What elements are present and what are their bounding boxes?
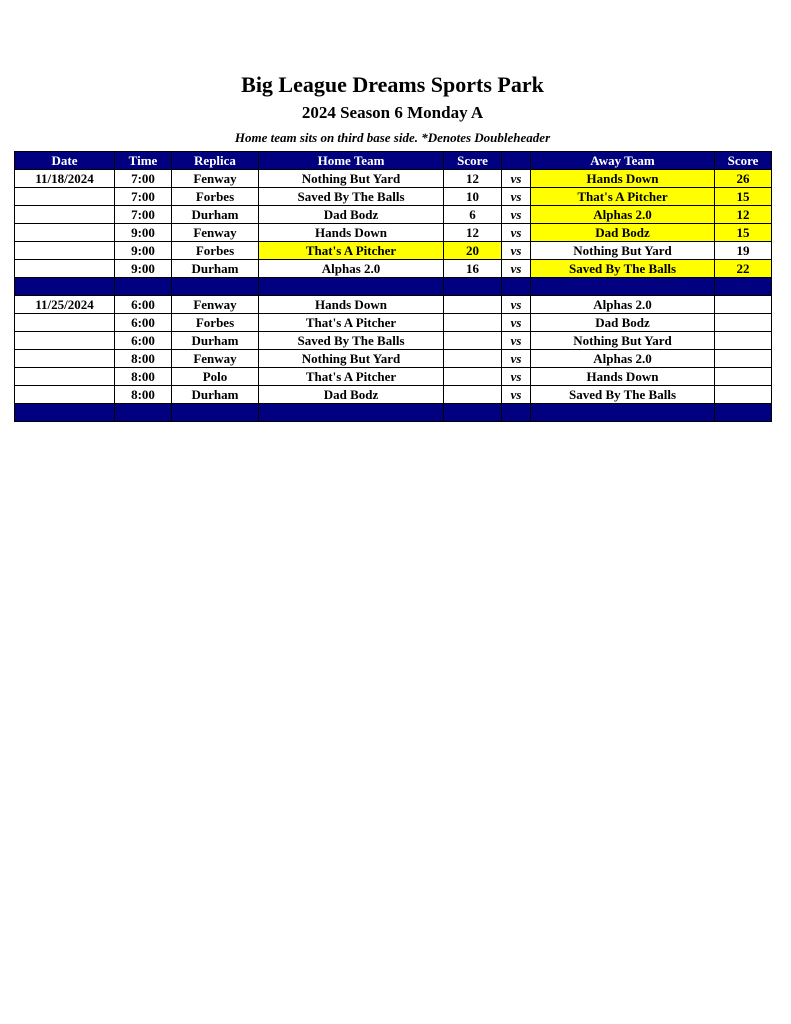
replica-cell: Forbes [172, 314, 259, 332]
away-score-cell: 15 [715, 188, 772, 206]
date-cell [15, 368, 115, 386]
away-score-cell [715, 314, 772, 332]
time-cell: 7:00 [115, 170, 172, 188]
home-team-cell: That's A Pitcher [259, 368, 444, 386]
away-team-cell: Nothing But Yard [531, 242, 715, 260]
away-team-cell: That's A Pitcher [531, 188, 715, 206]
replica-cell: Fenway [172, 296, 259, 314]
away-score-cell [715, 368, 772, 386]
col-header-away-score: Score [715, 152, 772, 170]
date-cell [15, 314, 115, 332]
separator-cell [115, 278, 172, 296]
home-score-cell [444, 368, 502, 386]
vs-cell: vs [502, 332, 531, 350]
separator-cell [15, 404, 115, 422]
separator-cell [259, 278, 444, 296]
away-score-cell [715, 332, 772, 350]
home-team-cell: Nothing But Yard [259, 350, 444, 368]
game-row [15, 332, 772, 350]
time-cell: 9:00 [115, 224, 172, 242]
vs-cell: vs [502, 386, 531, 404]
vs-cell: vs [502, 260, 531, 278]
separator-cell [444, 404, 502, 422]
home-team-cell: Nothing But Yard [259, 170, 444, 188]
col-header-replica: Replica [172, 152, 259, 170]
game-row [15, 188, 772, 206]
date-cell [15, 206, 115, 224]
week-separator-row [15, 404, 772, 422]
game-row [15, 224, 772, 242]
away-score-cell [715, 386, 772, 404]
separator-cell [531, 404, 715, 422]
away-team-cell: Alphas 2.0 [531, 206, 715, 224]
col-header-home-score: Score [444, 152, 502, 170]
vs-cell: vs [502, 296, 531, 314]
separator-cell [531, 278, 715, 296]
header-row [15, 152, 772, 170]
home-score-cell: 20 [444, 242, 502, 260]
schedule-note: Home team sits on third base side. *Denotes Doubleheader [234, 130, 551, 145]
time-cell: 8:00 [115, 386, 172, 404]
time-cell: 6:00 [115, 296, 172, 314]
vs-cell: vs [502, 224, 531, 242]
time-cell: 8:00 [115, 350, 172, 368]
game-row [15, 368, 772, 386]
game-row [15, 386, 772, 404]
separator-cell [115, 404, 172, 422]
time-cell: 6:00 [115, 314, 172, 332]
away-team-cell: Saved By The Balls [531, 386, 715, 404]
vs-cell: vs [502, 350, 531, 368]
date-cell: 11/25/2024 [15, 296, 115, 314]
away-team-cell: Dad Bodz [531, 224, 715, 242]
home-team-cell: Alphas 2.0 [259, 260, 444, 278]
away-score-cell [715, 350, 772, 368]
replica-cell: Fenway [172, 224, 259, 242]
time-cell: 7:00 [115, 206, 172, 224]
replica-cell: Polo [172, 368, 259, 386]
time-cell: 6:00 [115, 332, 172, 350]
away-score-cell: 19 [715, 242, 772, 260]
home-team-cell: Dad Bodz [259, 386, 444, 404]
replica-cell: Durham [172, 332, 259, 350]
time-cell: 8:00 [115, 368, 172, 386]
separator-cell [172, 404, 259, 422]
replica-cell: Fenway [172, 350, 259, 368]
separator-cell [259, 404, 444, 422]
away-team-cell: Hands Down [531, 170, 715, 188]
time-cell: 9:00 [115, 260, 172, 278]
time-cell: 9:00 [115, 242, 172, 260]
col-header-home-team: Home Team [259, 152, 444, 170]
date-cell [15, 224, 115, 242]
separator-cell [172, 278, 259, 296]
away-team-cell: Saved By The Balls [531, 260, 715, 278]
date-cell [15, 350, 115, 368]
date-cell [15, 332, 115, 350]
game-row [15, 242, 772, 260]
home-team-cell: That's A Pitcher [259, 242, 444, 260]
separator-cell [502, 404, 531, 422]
page-title: Big League Dreams Sports Park [241, 72, 544, 97]
replica-cell: Fenway [172, 170, 259, 188]
home-score-cell [444, 314, 502, 332]
home-score-cell: 10 [444, 188, 502, 206]
vs-cell: vs [502, 188, 531, 206]
away-team-cell: Dad Bodz [531, 314, 715, 332]
date-cell [15, 188, 115, 206]
separator-cell [444, 278, 502, 296]
schedule-table [14, 151, 772, 422]
separator-cell [715, 404, 772, 422]
date-cell [15, 260, 115, 278]
date-cell: 11/18/2024 [15, 170, 115, 188]
col-header-time: Time [115, 152, 172, 170]
time-cell: 7:00 [115, 188, 172, 206]
vs-cell: vs [502, 170, 531, 188]
replica-cell: Forbes [172, 188, 259, 206]
away-team-cell: Hands Down [531, 368, 715, 386]
away-team-cell: Alphas 2.0 [531, 296, 715, 314]
away-score-cell: 15 [715, 224, 772, 242]
vs-cell: vs [502, 242, 531, 260]
game-row [15, 296, 772, 314]
separator-cell [502, 278, 531, 296]
home-score-cell: 16 [444, 260, 502, 278]
home-team-cell: Saved By The Balls [259, 188, 444, 206]
replica-cell: Forbes [172, 242, 259, 260]
away-score-cell: 22 [715, 260, 772, 278]
col-header-date: Date [15, 152, 115, 170]
page-subtitle: 2024 Season 6 Monday A [301, 103, 484, 122]
away-team-cell: Nothing But Yard [531, 332, 715, 350]
game-row [15, 206, 772, 224]
home-score-cell [444, 296, 502, 314]
date-cell [15, 242, 115, 260]
game-row [15, 170, 772, 188]
separator-cell [15, 278, 115, 296]
home-score-cell [444, 332, 502, 350]
vs-cell: vs [502, 206, 531, 224]
away-team-cell: Alphas 2.0 [531, 350, 715, 368]
home-score-cell: 12 [444, 170, 502, 188]
week-separator-row [15, 278, 772, 296]
col-header-away-team: Away Team [531, 152, 715, 170]
vs-cell: vs [502, 314, 531, 332]
home-team-cell: Hands Down [259, 224, 444, 242]
home-score-cell: 12 [444, 224, 502, 242]
replica-cell: Durham [172, 386, 259, 404]
game-row [15, 314, 772, 332]
away-score-cell: 12 [715, 206, 772, 224]
replica-cell: Durham [172, 206, 259, 224]
home-team-cell: Dad Bodz [259, 206, 444, 224]
schedule-body [15, 170, 772, 422]
col-header-vs [502, 152, 531, 170]
home-team-cell: Hands Down [259, 296, 444, 314]
home-score-cell: 6 [444, 206, 502, 224]
home-score-cell [444, 350, 502, 368]
home-team-cell: That's A Pitcher [259, 314, 444, 332]
replica-cell: Durham [172, 260, 259, 278]
vs-cell: vs [502, 368, 531, 386]
home-score-cell [444, 386, 502, 404]
game-row [15, 350, 772, 368]
date-cell [15, 386, 115, 404]
away-score-cell: 26 [715, 170, 772, 188]
away-score-cell [715, 296, 772, 314]
game-row [15, 260, 772, 278]
separator-cell [715, 278, 772, 296]
home-team-cell: Saved By The Balls [259, 332, 444, 350]
